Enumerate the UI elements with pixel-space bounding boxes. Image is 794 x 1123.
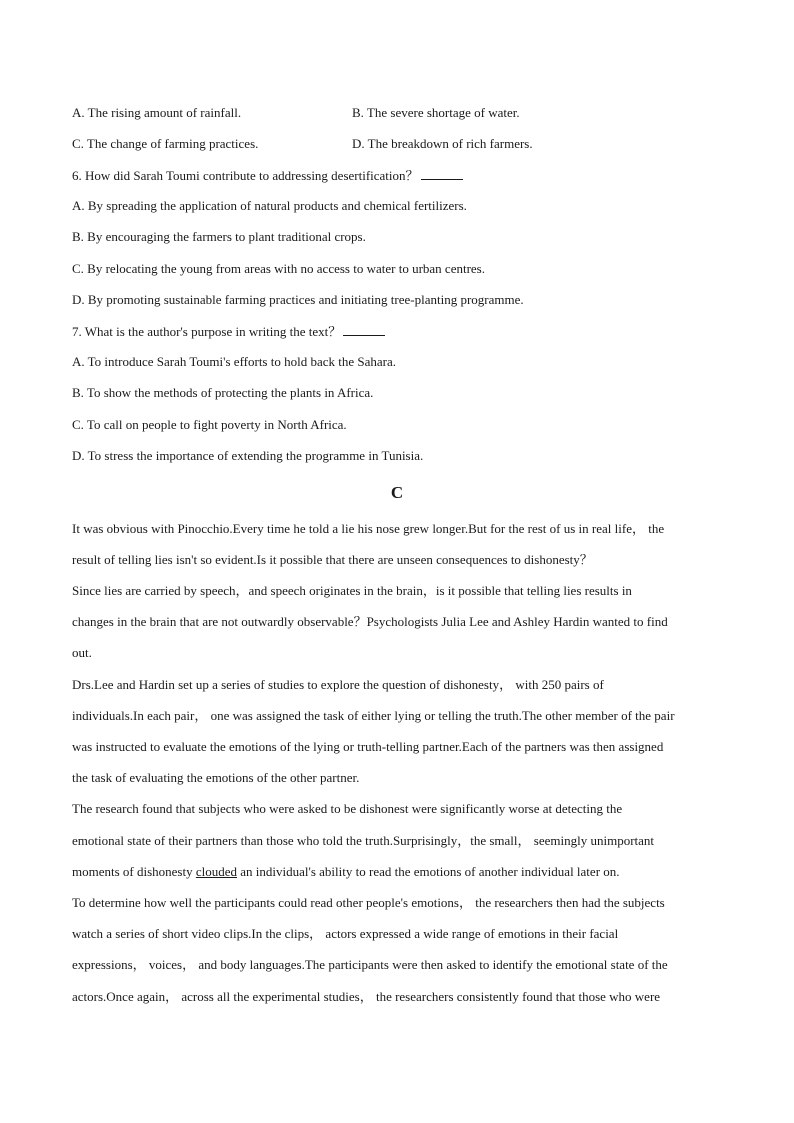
passage-line: was instructed to evaluate the emotions of the lying or truth-telling partner.Each of the partners was then assigned [72, 739, 664, 754]
section-heading: C [390, 483, 404, 502]
q7-option-d: D. To stress the importance of extending the programme in Tunisia. [72, 448, 424, 463]
passage-line: watch a series of short video clips.In the clips， actors expressed a wide range of emotions in their facial [72, 926, 619, 941]
passage-line: Since lies are carried by speech，and speech originates in the brain，is it possible that telling lies results in [72, 583, 632, 598]
q7-option-c: C. To call on people to fight poverty in North Africa. [72, 417, 347, 432]
q5-option-a: A. The rising amount of rainfall. [72, 105, 242, 120]
passage-line: individuals.In each pair， one was assigned the task of either lying or telling the truth.The other member of the pair [72, 708, 675, 723]
passage-line: To determine how well the participants could read other people's emotions， the researchers then had the subjects [72, 895, 665, 910]
underlined-word: clouded [195, 864, 238, 879]
q6-option-b: B. By encouraging the farmers to plant traditional crops. [72, 229, 366, 244]
q7-answer-blank[interactable] [343, 323, 385, 336]
passage-line: changes in the brain that are not outwardly observable？Psychologists Julia Lee and Ashley Hardin wanted to find [72, 614, 668, 629]
q6-question [72, 167, 463, 184]
q6-option-c: C. By relocating the young from areas with no access to water to urban centres. [72, 261, 485, 276]
passage-line: emotional state of their partners than those who told the truth.Surprisingly，the small， seemingly unimportant [72, 833, 655, 848]
q5-option-c: C. The change of farming practices. [72, 136, 259, 151]
passage-line: Drs.Lee and Hardin set up a series of studies to explore the question of dishonesty， with 250 pairs of [72, 677, 604, 692]
q7-option-a: A. To introduce Sarah Toumi's efforts to hold back the Sahara. [72, 354, 397, 369]
passage-text: moments of dishonesty [72, 864, 196, 879]
q7-question [72, 323, 385, 340]
q6-question-text: 6. How did Sarah Toumi contribute to addressing desertification？ [72, 168, 419, 183]
passage-text: an individual's ability to read the emotions of another individual later on. [237, 864, 620, 879]
passage-line: expressions， voices， and body languages.The participants were then asked to identify the emotional state of the [72, 957, 668, 972]
passage-line: actors.Once again， across all the experimental studies， the researchers consistently found that those who were [72, 989, 661, 1004]
passage-line: It was obvious with Pinocchio.Every time he told a lie his nose grew longer.But for the rest of us in real life， the [72, 521, 665, 536]
q7-option-b: B. To show the methods of protecting the plants in Africa. [72, 385, 374, 400]
q6-option-d: D. By promoting sustainable farming practices and initiating tree-planting programme. [72, 292, 524, 307]
passage-line: The research found that subjects who were asked to be dishonest were significantly worse at detecting the [72, 801, 623, 816]
passage-line: result of telling lies isn't so evident.Is it possible that there are unseen consequences to dishonesty？ [72, 552, 593, 567]
q6-option-a: A. By spreading the application of natural products and chemical fertilizers. [72, 198, 467, 213]
passage-line: the task of evaluating the emotions of the other partner. [72, 770, 360, 785]
passage-line: out. [72, 645, 92, 660]
q7-question-text: 7. What is the author's purpose in writing the text？ [72, 324, 342, 339]
q5-option-b: B. The severe shortage of water. [352, 105, 520, 120]
q5-option-d: D. The breakdown of rich farmers. [352, 136, 533, 151]
passage-line [72, 864, 620, 880]
q6-answer-blank[interactable] [421, 167, 463, 180]
